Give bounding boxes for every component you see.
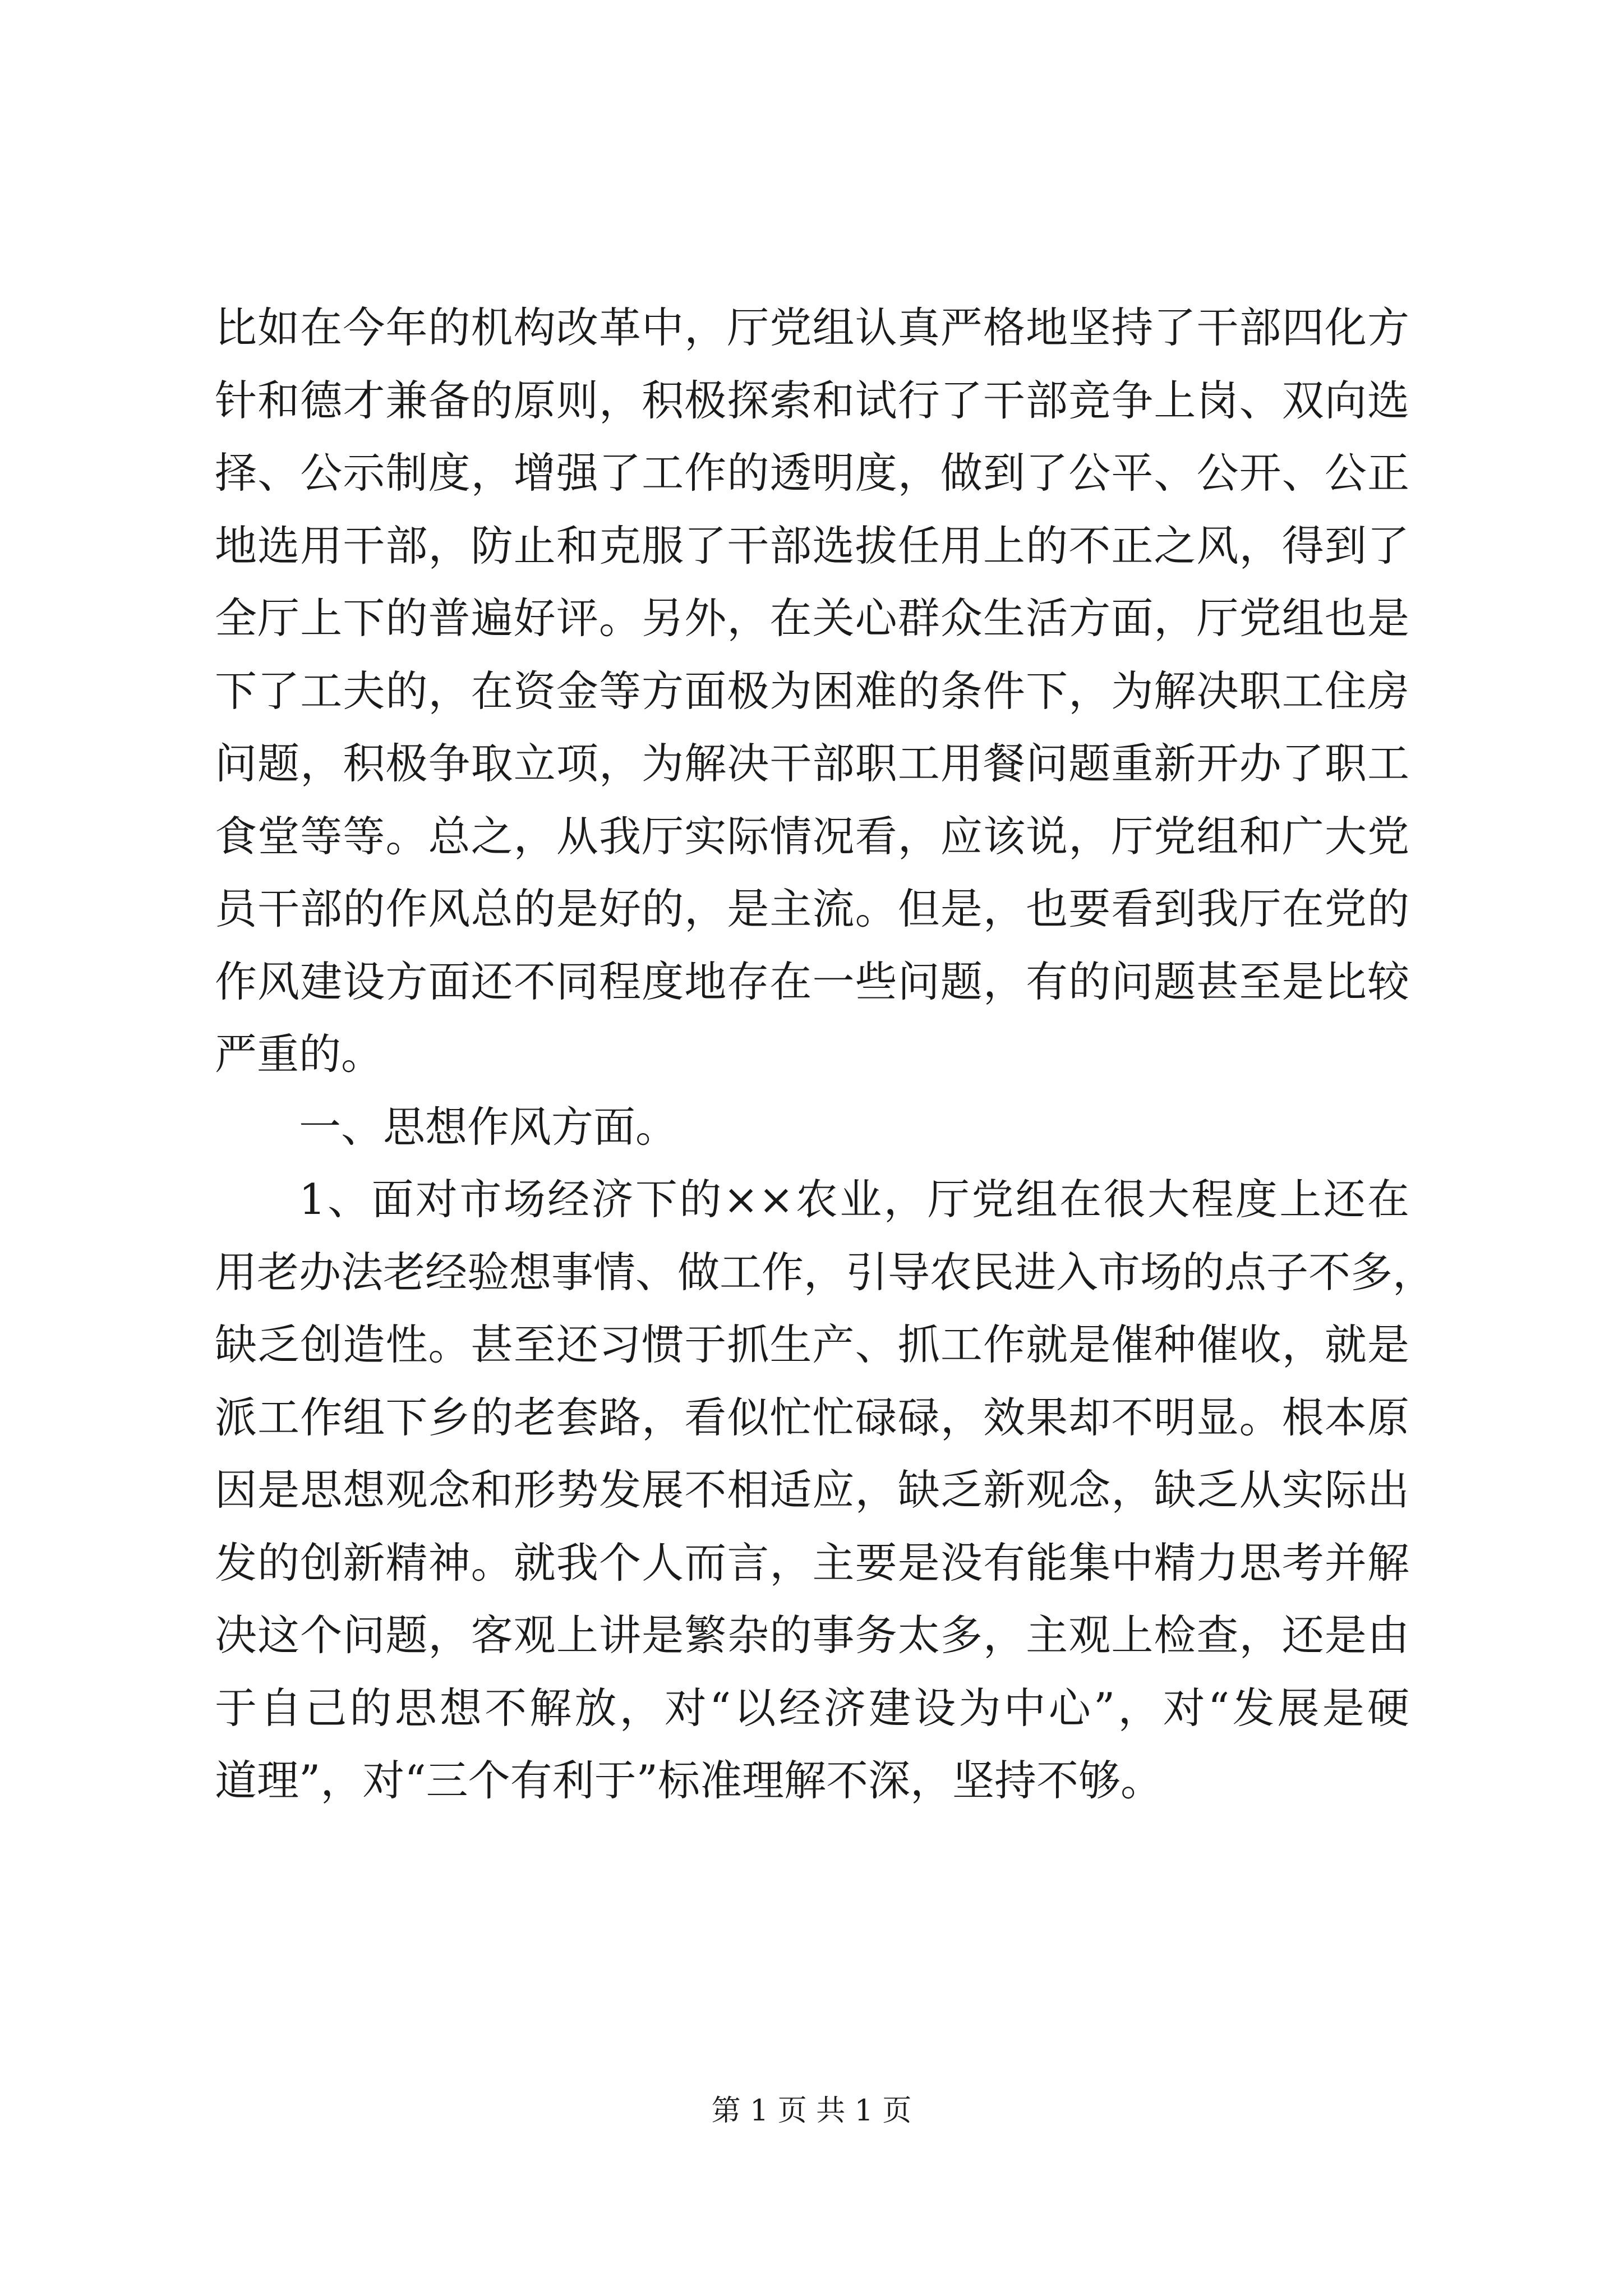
text-line: 因是思想观念和形势发展不相适应，缺乏新观念，缺乏从实际出 — [215, 1465, 1409, 1515]
text-line: 地选用干部，防止和克服了干部选拔任用上的不正之风，得到了 — [215, 521, 1409, 570]
text-line: 作风建设方面还不同程度地存在一些问题，有的问题甚至是比较 — [215, 956, 1409, 1006]
text-line: 于自己的思想不解放，对“以经济建设为中心”，对“发展是硬 — [215, 1683, 1409, 1733]
text-line: 比如在今年的机构改革中，厅党组认真严格地坚持了干部四化方 — [215, 303, 1409, 352]
text-line: 1、面对市场经济下的××农业，厅党组在很大程度上还在 — [299, 1175, 1409, 1224]
text-line: 道理”，对“三个有利于”标准理解不深，坚持不够。 — [215, 1756, 1163, 1805]
text-line: 食堂等等。总之，从我厅实际情况看，应该说，厅党组和广大党 — [215, 811, 1409, 861]
document-body — [215, 292, 1435, 1818]
text-line: 派工作组下乡的老套路，看似忙忙碌碌，效果却不明显。根本原 — [215, 1392, 1409, 1442]
text-line: 发的创新精神。就我个人而言，主要是没有能集中精力思考并解 — [215, 1538, 1409, 1588]
text-line: 一、思想作风方面。 — [299, 1102, 678, 1152]
text-line: 用老办法老经验想事情、做工作，引导农民进入市场的点子不多， — [215, 1247, 1435, 1297]
text-line: 针和德才兼备的原则，积极探索和试行了干部竞争上岗、双向选 — [215, 375, 1409, 425]
text-line: 决这个问题，客观上讲是繁杂的事务太多，主观上检查，还是由 — [215, 1611, 1409, 1660]
page-footer: 第 1 页 共 1 页 — [711, 2094, 912, 2128]
text-line: 全厅上下的普遍好评。另外，在关心群众生活方面，厅党组也是 — [215, 593, 1409, 643]
text-line: 问题，积极争取立项，为解决干部职工用餐问题重新开办了职工 — [215, 739, 1409, 788]
text-line: 缺乏创造性。甚至还习惯于抓生产、抓工作就是催种催收，就是 — [215, 1320, 1409, 1369]
text-line: 员干部的作风总的是好的，是主流。但是，也要看到我厅在党的 — [215, 884, 1409, 933]
text-line: 严重的。 — [215, 1029, 384, 1079]
text-line: 择、公示制度，增强了工作的透明度，做到了公平、公开、公正 — [215, 448, 1409, 498]
text-line: 下了工夫的，在资金等方面极为困难的条件下，为解决职工住房 — [215, 666, 1409, 716]
